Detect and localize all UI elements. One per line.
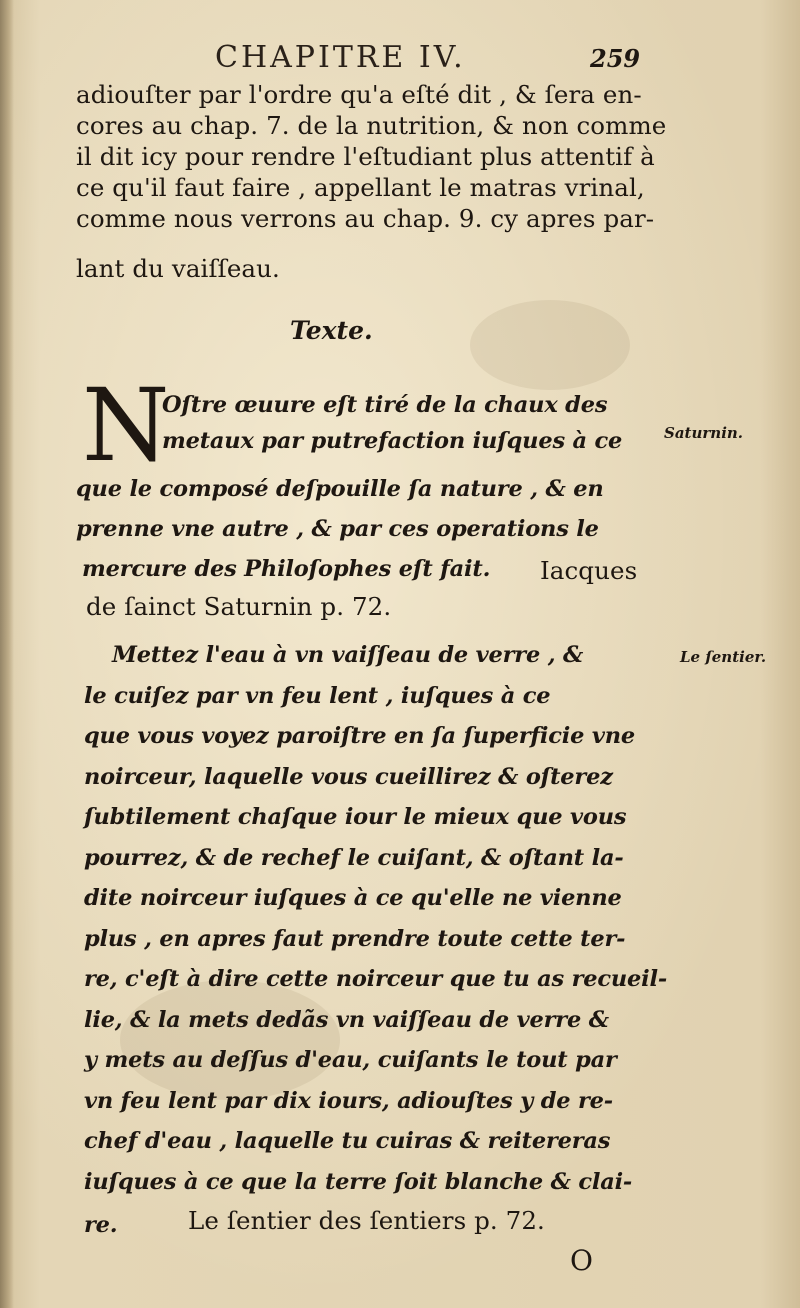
margin-note-saturnin: Saturnin. — [664, 424, 744, 442]
text-line: ce qu'il faut faire , appellant le matras vrinal, — [76, 173, 645, 202]
text-line: metaux par putrefaction iuſques à ce — [162, 428, 623, 454]
text-line: il dit icy pour rendre l'eſtudiant plus attentif à — [76, 142, 655, 171]
text-line: Oſtre œuure eſt tiré de la chaux des — [162, 392, 608, 418]
margin-note-sentier: Le ſentier. — [680, 648, 767, 666]
text-line: plus , en apres faut prendre toute cette ter- — [84, 926, 626, 952]
text-line: dite noirceur iuſques à ce qu'elle ne vienne — [84, 885, 622, 911]
text-line: lie, & la mets dedãs vn vaiſſeau de verre & — [84, 1007, 609, 1033]
text-line: Mettez l'eau à vn vaiſſeau de verre , & — [112, 642, 584, 668]
text-line: prenne vne autre , & par ces operations le — [76, 516, 599, 542]
text-line: comme nous verrons au chap. 9. cy apres par- — [76, 204, 655, 233]
text-line: que vous voyez paroiſtre en ſa ſuperficie vne — [84, 723, 635, 749]
paper-stain — [470, 300, 630, 390]
text-line: chef d'eau , laquelle tu cuiras & reitereras — [84, 1128, 611, 1154]
attribution: de ſainct Saturnin p. 72. — [86, 592, 392, 621]
section-heading: Texte. — [290, 316, 373, 345]
text-line: le cuiſez par vn feu lent , iuſques à ce — [84, 683, 551, 709]
text-line: noirceur, laquelle vous cueillirez & oſterez — [84, 764, 613, 790]
author-name: Iacques — [540, 556, 638, 585]
text-line: pourrez, & de rechef le cuiſant, & oſtant la- — [84, 845, 624, 871]
text-line: que le composé deſpouille ſa nature , & en — [76, 476, 604, 502]
text-line: lant du vaiſſeau. — [76, 254, 280, 283]
text-line: adiouſter par l'ordre qu'a eſté dit , & ſera en- — [76, 80, 642, 109]
text-line: vn feu lent par dix iours, adiouſtes y de re- — [84, 1088, 613, 1114]
text-line: re. — [84, 1212, 118, 1238]
text-line: cores au chap. 7. de la nutrition, & non comme — [76, 111, 667, 140]
attribution: Le ſentier des ſentiers p. 72. — [188, 1206, 545, 1235]
text-line: mercure des Philoſophes eſt fait. — [82, 556, 491, 582]
text-line: ſubtilement chaſque iour le mieux que vous — [84, 804, 627, 830]
running-head — [0, 36, 800, 80]
text-line: re, c'eſt à dire cette noirceur que tu as recueil- — [84, 966, 667, 992]
text-line: y mets au deſſus d'eau, cuiſants le tout par — [84, 1047, 617, 1073]
drop-capital: N — [82, 367, 170, 484]
chapter-title: CHAPITRE IV. — [215, 40, 466, 75]
catchword: O — [570, 1244, 593, 1277]
text-line: iuſques à ce que la terre ſoit blanche & clai- — [84, 1169, 633, 1195]
binding-shadow — [0, 0, 14, 1308]
paper-stain — [120, 980, 340, 1100]
page-number: 259 — [590, 44, 641, 73]
